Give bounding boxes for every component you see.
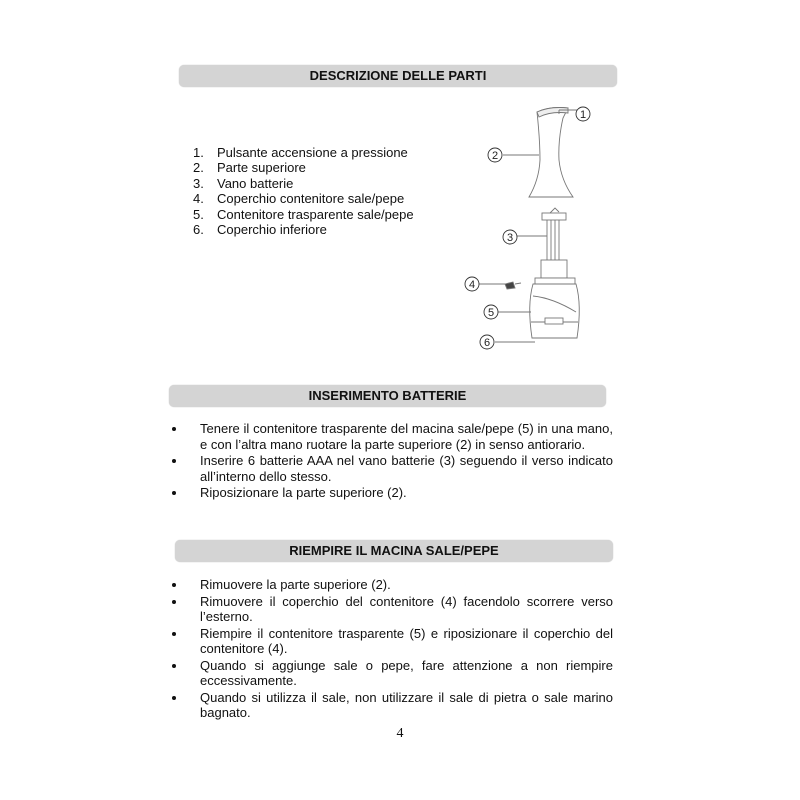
callout-label: 1 <box>579 109 587 121</box>
item-label: Coperchio contenitore sale/pepe <box>217 191 405 207</box>
battery-instructions-list <box>170 421 613 502</box>
callout-label: 6 <box>483 337 491 349</box>
instruction-item: Tenere il contenitore trasparente del macina sale/pepe (5) in una mano, e con l’altra mano ruotare la parte superiore (2) in senso antiorario. <box>170 421 613 452</box>
parts-list-item <box>193 160 414 175</box>
page-number: 4 <box>396 726 404 741</box>
item-number: 4. <box>193 191 204 207</box>
instruction-item: Rimuovere la parte superiore (2). <box>170 577 613 593</box>
battery-base-shape <box>541 260 567 278</box>
item-number: 1. <box>193 145 204 160</box>
parts-list-item <box>193 145 414 160</box>
instruction-item: Rimuovere il coperchio del contenitore (4) facendolo scorrere verso l’esterno. <box>170 594 613 625</box>
instruction-item: Riempire il contenitore trasparente (5) e riposizionare il coperchio del contenitore (4). <box>170 626 613 657</box>
section-header-fill-grinder: RIEMPIRE IL MACINA SALE/PEPE <box>175 540 613 562</box>
item-label: Vano batterie <box>217 175 294 191</box>
callout-label: 3 <box>506 232 514 244</box>
section-header-battery-insertion: INSERIMENTO BATTERIE <box>169 385 606 407</box>
parts-list <box>193 145 414 237</box>
callout-label: 4 <box>468 279 476 291</box>
instruction-item: Quando si utilizza il sale, non utilizzare il sale di pietra o sale marino bagnato. <box>170 690 613 721</box>
lid-shape <box>505 282 515 289</box>
top-part-shape <box>529 108 573 198</box>
fill-instructions-list <box>170 577 613 722</box>
container-shape <box>530 284 580 338</box>
parts-list-item <box>193 176 414 191</box>
callout-label: 2 <box>491 150 499 162</box>
callout-label: 5 <box>487 307 495 319</box>
item-number: 6. <box>193 222 204 238</box>
item-label: Contenitore trasparente sale/pepe <box>217 206 414 222</box>
grinder-exploded-diagram <box>455 100 615 360</box>
parts-list-item <box>193 207 414 222</box>
item-label: Pulsante accensione a pressione <box>217 145 408 160</box>
section-header-parts-description: DESCRIZIONE DELLE PARTI <box>179 65 617 87</box>
instruction-item: Riposizionare la parte superiore (2). <box>170 485 613 501</box>
item-number: 5. <box>193 206 204 222</box>
instruction-item: Quando si aggiunge sale o pepe, fare attenzione a non riempire eccessivamente. <box>170 658 613 689</box>
item-label: Coperchio inferiore <box>217 222 327 238</box>
parts-list-item <box>193 191 414 206</box>
item-number: 3. <box>193 175 204 191</box>
parts-list-item <box>193 222 414 237</box>
instruction-item: Inserire 6 batterie AAA nel vano batterie (3) seguendo il verso indicato all’interno dello stesso. <box>170 453 613 484</box>
item-label: Parte superiore <box>217 160 306 176</box>
battery-cap-shape <box>542 213 566 220</box>
item-number: 2. <box>193 160 204 176</box>
